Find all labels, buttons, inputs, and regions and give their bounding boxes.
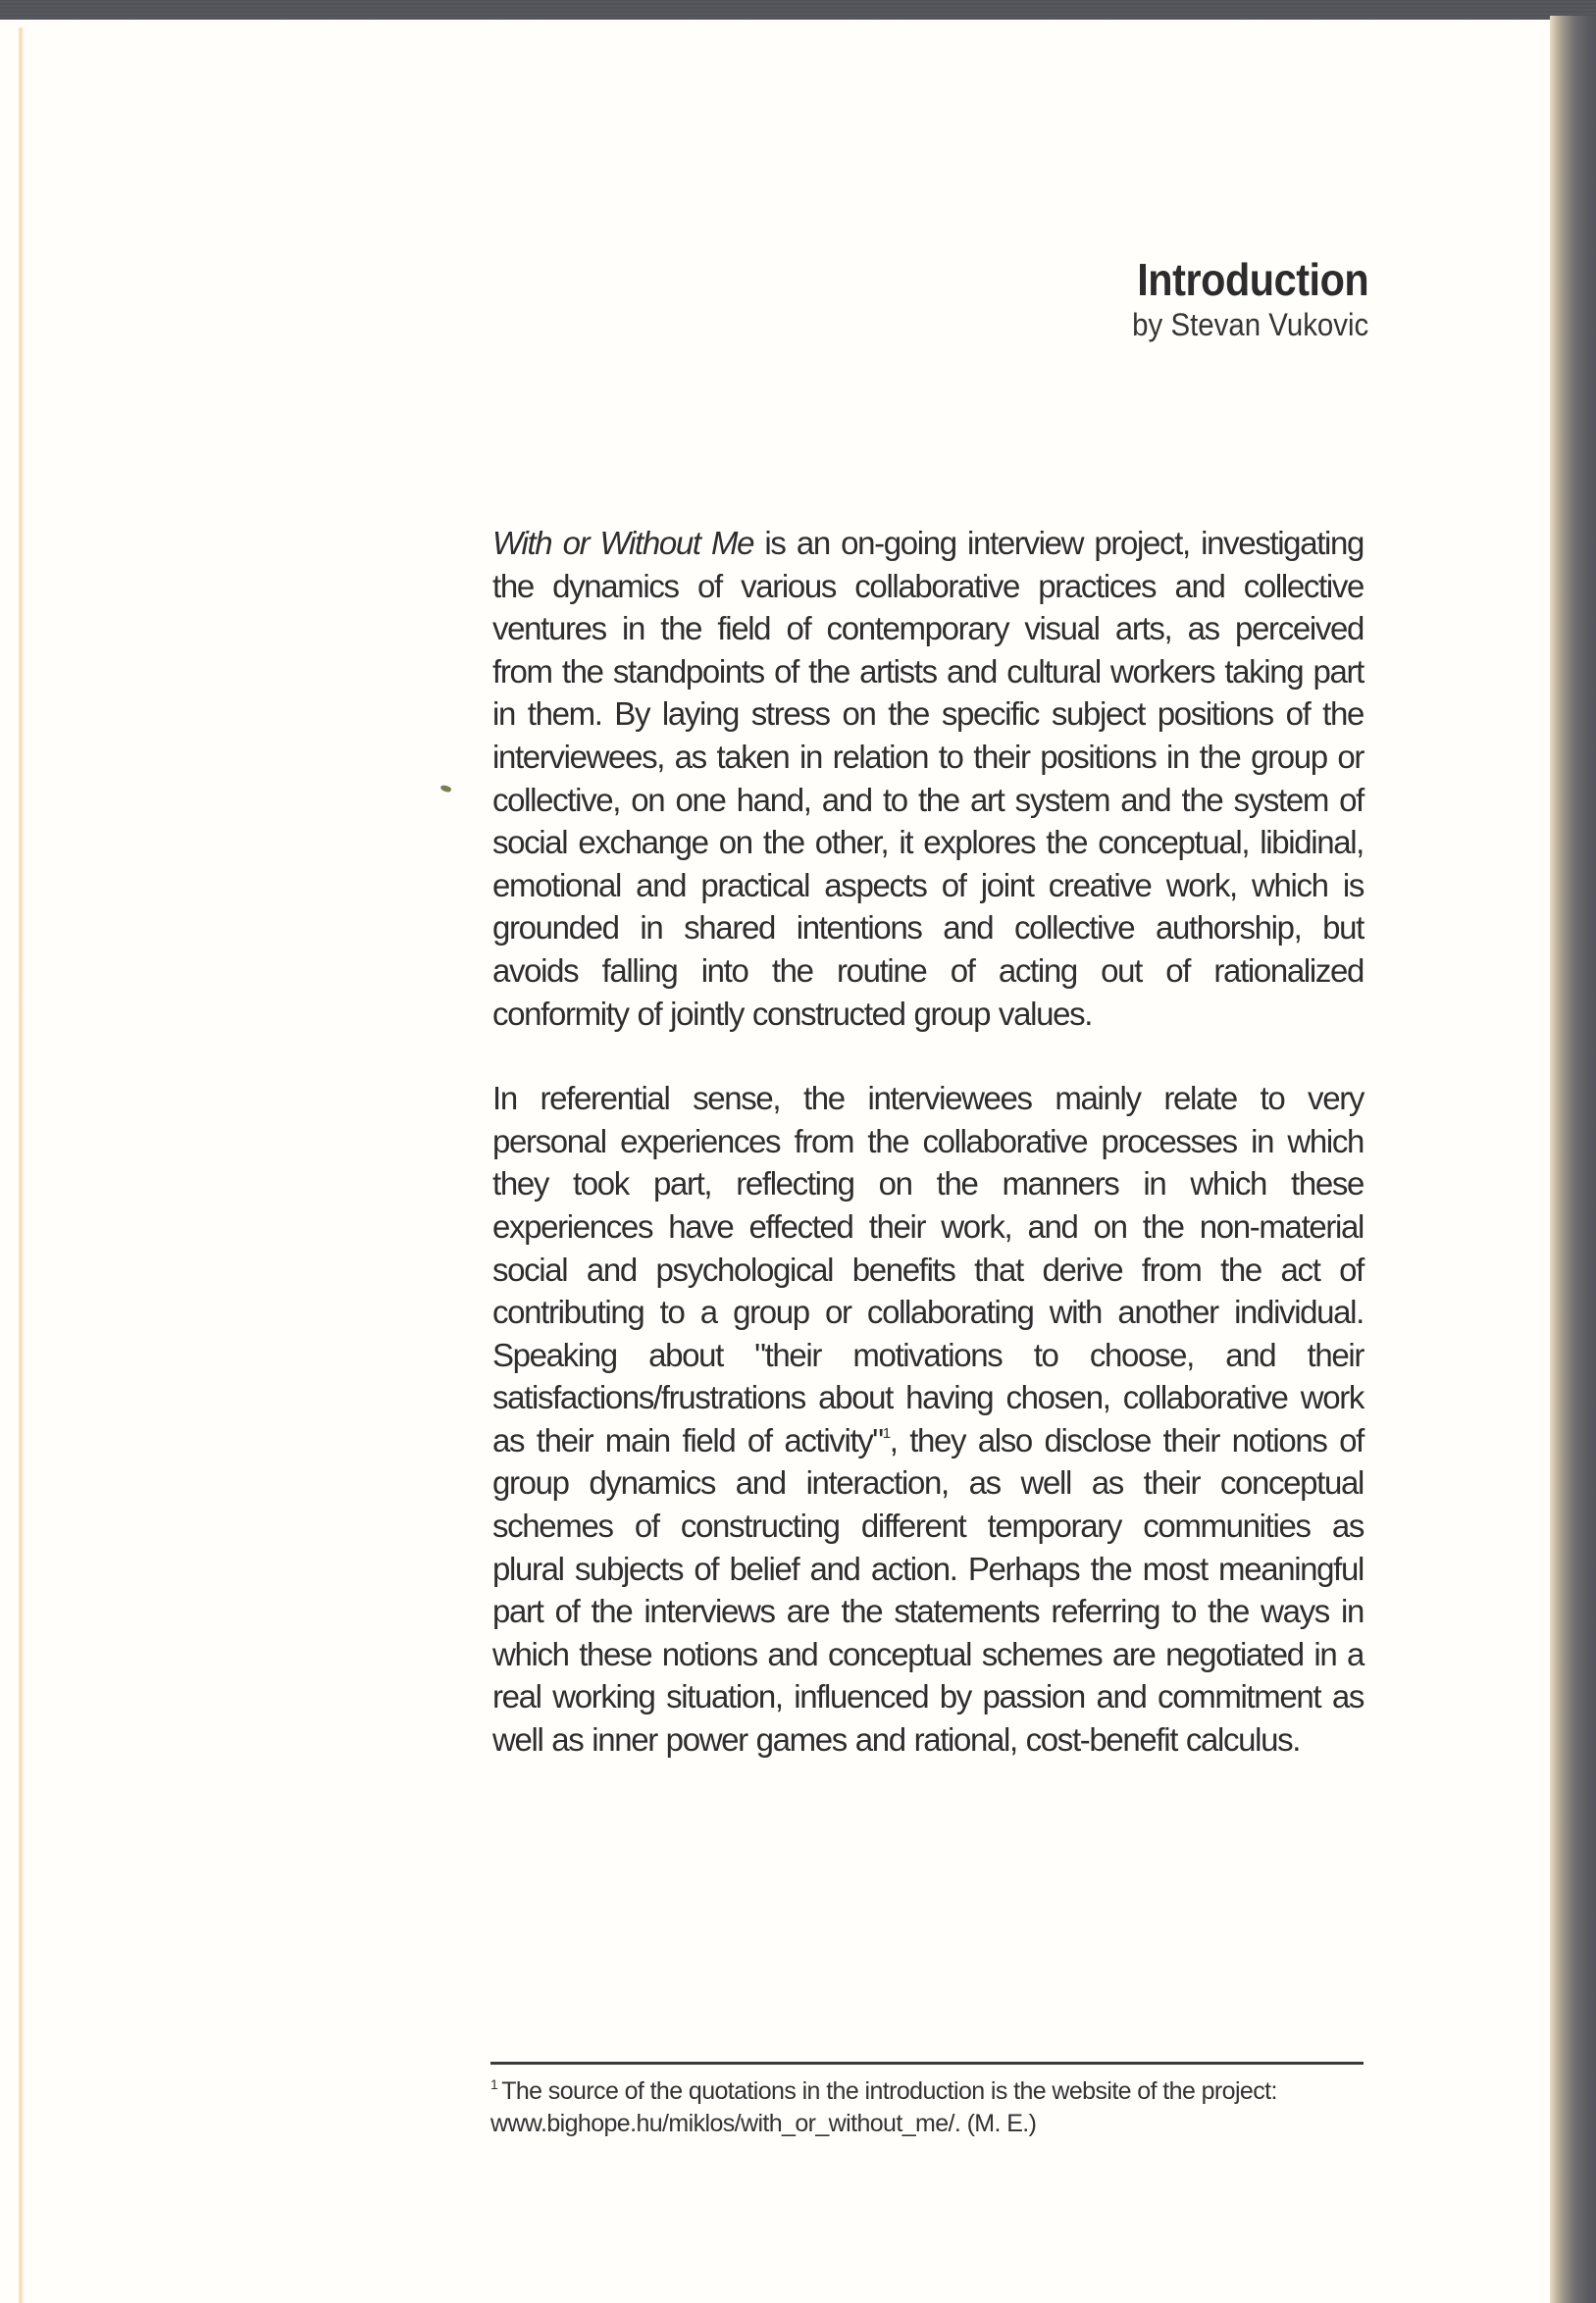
footnote (490, 2075, 1373, 2140)
paragraph-2 (492, 1077, 1364, 1762)
paragraph-1-text: is an on-going interview project, investigating the dynamics of various collaborative practices and collective ventures in the field of contemporary visual arts, as perceived from the standpoints of the artists and cultural workers taking part in them. By laying stress on the specific subject positions of the interviewees, as taken in relation to their positions in the group or collective, on one hand, and to the art system and the system of social exchange on the other, it explores the conceptual, libidinal, emotional and practical aspects of joint creative work, which is grounded in shared intentions and collective authorship, but avoids falling into the routine of acting out of rationalized conformity of jointly constructed group values. (492, 525, 1364, 1032)
project-title-italic: With or Without Me (492, 525, 754, 561)
footnote-line-1 (490, 2075, 1373, 2108)
chapter-heading (1111, 253, 1368, 343)
scan-top-border (0, 0, 1596, 20)
paragraph-1 (492, 522, 1364, 1035)
author-byline: by Stevan Vukovic (1131, 307, 1368, 342)
footnote-text: The source of the quotations in the introduction is the website of the project: (501, 2077, 1277, 2105)
footnote-reference[interactable]: 1 (882, 1424, 890, 1442)
chapter-title: Introduction (1136, 254, 1368, 305)
article-body (492, 522, 1364, 1762)
paragraph-2-text-b: , they also disclose their notions of group dynamics and interaction, as well as their conceptual schemes of constructing different temporary communities as plural subjects of belief and action. Perhaps the most meaningful part of the interviews are the statements referring to the ways in which these notions and conceptual schemes are negotiated in a real working situation, influenced by passion and commitment as well as inner power games and rational, cost-benefit calculus. (492, 1421, 1364, 1759)
page-binding-shadow (1550, 16, 1596, 2303)
page-left-edge (18, 27, 24, 2303)
footnote-url[interactable]: www.bighope.hu/miklos/with_or_without_me/. (M. E.) (490, 2110, 1037, 2137)
footnote-divider (490, 2062, 1364, 2065)
footnote-marker: 1 (490, 2076, 498, 2092)
paragraph-2-text-a: In referential sense, the interviewees mainly relate to very personal experiences from the collaborative processes in which they took part, reflecting on the manners in which these experiences have effected their work, and on the non-material social and psychological benefits that derive from the act of contributing to a group or collaborating with another individual. Speaking about "their motivations to choose, and their satisfactions/frustrations about having chosen, collaborative work as their main field of activity" (492, 1080, 1364, 1459)
